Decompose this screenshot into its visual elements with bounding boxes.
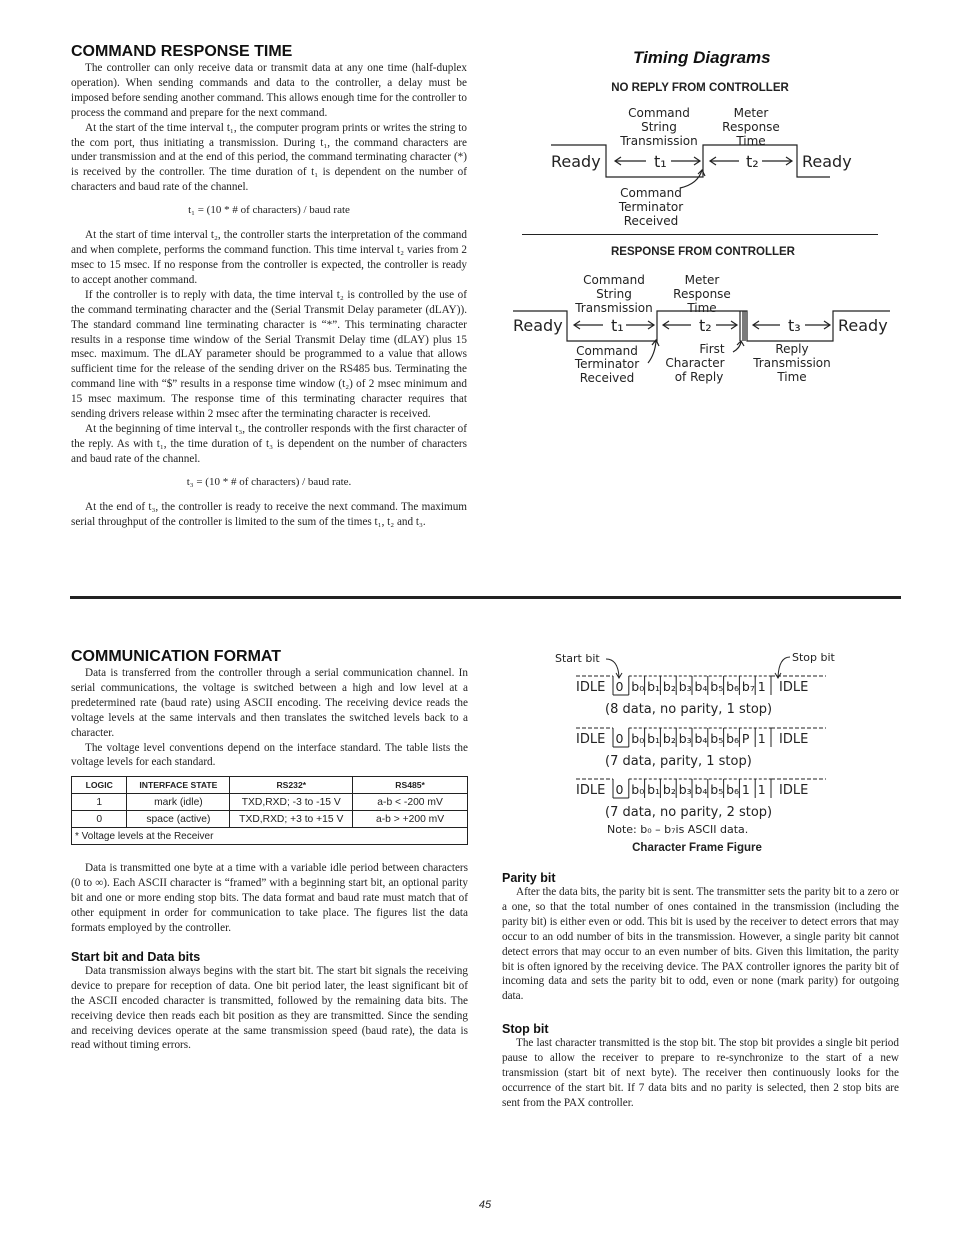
bit-cell: b₃ [678,782,692,797]
d2-t1-label: t₁ [611,316,624,335]
table-cell: 1 [72,794,127,811]
communication-format-section [71,648,468,1053]
stop-bit-paragraph: The last character transmitted is the stop bit. The stop bit provides a single bit period pause to allow the receiver to prepare to re-synchronize to the start of a new transmission (start bit of next byte). The receiver then continuously looks for the occurrence of the start bit. If 7 data bits and no parity is selected, then 2 stop bits are sent from the PAX controller. [502,1037,899,1109]
parity-bit-paragraph: After the data bits, the parity bit is sent. The transmitter sets the parity bit to a zero or a one, so that the total number of ones contained in the transmission (including the parity bit) is either even or odd. This bit is used by the receiver to detect errors that may occur to an odd number of bits in the transmission. However, a single parity bit cannot detect errors that may occur to an even number of bits. Given this limitation, the parity bit is often ignored by the receiving device. The PAX controller ignores the parity bit of incoming data and sets the parity bit to odd, even or none (mark parity) for outgoing data. [502,886,899,1003]
bit-cell: b₆ [726,731,740,746]
d2-cmd-l1: Command [583,273,645,287]
comm-paragraph-1: Data is transferred from the controller through a serial communication channel. In serial communications, the voltage is switched between a high and low level at a predetermined rate (baud rate) using ASCII encoding. The receiving device reads the voltage levels at the same intervals and then translates the switched levels back to a character. [71,667,468,739]
bit-cell: 0 [615,731,624,746]
d2-t2-label: t₂ [699,316,712,335]
d1-cmd-l1: Command [628,106,690,120]
start-bit-title: Start bit and Data bits [71,949,201,964]
no-reply-caption: NO REPLY FROM CONTROLLER [611,82,789,94]
table-header-row [72,777,468,794]
bit-cell: b₁ [647,679,661,694]
table-cell: mark (idle) [127,794,230,811]
d2-term-l1: Command [576,344,638,358]
bit-cell: 1 [757,679,766,694]
table-header: INTERFACE STATE [127,777,230,794]
idle-label: IDLE [779,680,809,695]
bit-cell: 1 [757,731,766,746]
table-header: LOGIC [72,777,127,794]
no-reply-timing-diagram [540,100,870,230]
table-note-row [72,828,468,845]
bit-cell: b₆ [726,679,740,694]
d2-reply-l2: Transmission [753,356,831,370]
d1-meter-l1: Meter [733,106,769,120]
cmd-paragraph-6: At the end of t₃, the controller is ready to receive the next command. The maximum serial throughput of the controller is limited to the sum of the times t₁, t₂ and t₃. [71,500,467,528]
bit-cell: b₂ [662,679,676,694]
page-number: 45 [478,1199,492,1211]
bit-cell: b₅ [710,731,724,746]
d2-term-l2: Terminator [574,357,640,371]
d1-meter-l2: Response [722,120,780,134]
bit-cell: b₅ [710,679,724,694]
idle-label: IDLE [576,732,606,747]
frame-note: Note: b₀ – b₇is ASCII data. [607,823,749,836]
bit-cell: b₄ [694,679,708,694]
frame-arrows [606,657,790,678]
table-cell: a-b > +200 mV [353,811,468,828]
bit-cell: 0 [615,679,624,694]
frame-row-caption: (7 data, no parity, 2 stop) [605,805,773,820]
parity-stop-section [502,871,899,1111]
cmd-paragraph-3: At the start of time interval t₂, the controller starts the interpretation of the command and when complete, performs the command function. This time interval t₂ varies from 2 msec to 15 msec. If no response from the controller is expected, the controller is ready to accept another command. [71,229,467,286]
stop-bit-title: Stop bit [502,1022,549,1037]
start-bit-paragraph: Data transmission always begins with the start bit. The start bit signals the receiving device to prepare for reception of data. One bit period later, the least significant bit of the ASCII encoded character is transmitted, followed by the remaining data bits. The receiving device then reads each bit position as they are transmitted. Since the sending and receiving devices operate at the same transmission speed (baud rate), the data is read without timing errors. [71,964,468,1052]
bit-cell: b₁ [647,782,661,797]
character-frame-caption: Character Frame Figure [632,842,762,854]
d2-meter-l1: Meter [684,273,720,287]
bit-cell: b₅ [710,782,724,797]
frame-row [576,728,826,769]
d2-first-l3: of Reply [674,370,724,384]
table-header: RS232* [230,777,353,794]
d2-first-l2: Character [665,356,725,370]
t3-equation: t₃ = (10 * # of characters) / baud rate. [186,475,352,488]
d2-cmd-l2: String [596,287,632,301]
d1-ready-left: Ready [551,152,601,171]
idle-label: IDLE [779,783,809,798]
response-caption: RESPONSE FROM CONTROLLER [610,246,795,258]
cmd-paragraph-2: At the start of the time interval t₁, the computer program prints or writes the string to the com port, thus initiating a transmission. During t₁, the command characters are under transmission and at the end of this period, the command terminating character (*) is received by the controller. The time duration of t₁ is dependent on the number of characters and baud rate of the channel. [71,121,467,194]
command-response-title: COMMAND RESPONSE TIME [71,43,293,60]
t1-equation: t₁ = (10 * # of characters) / baud rate [188,204,350,217]
section-divider [70,596,901,599]
d2-cmd-l3: Transmission [575,301,653,315]
table-row [72,794,468,811]
d1-term-l2: Terminator [618,200,684,214]
d1-cmd-l3: Transmission [620,134,698,148]
start-bit-label: Start bit [555,652,600,665]
stop-bit-label: Stop bit [792,651,835,664]
table-cell: TXD,RXD; -3 to -15 V [230,794,353,811]
bit-cell: b₀ [631,782,645,797]
d2-meter-l3: Time [687,301,717,315]
idle-label: IDLE [576,680,606,695]
bit-cell: b₄ [694,731,708,746]
frame-row [576,779,826,820]
frame-row-caption: (8 data, no parity, 1 stop) [605,702,773,717]
idle-label: IDLE [779,732,809,747]
bit-cell: b₆ [726,782,740,797]
bit-cell: b₃ [678,731,692,746]
comm-paragraph-2: The voltage level conventions depend on the interface standard. The table lists the voltage levels for each standard. [71,741,468,769]
bit-cell: b₇ [741,679,755,694]
bit-cell: 0 [615,782,624,797]
bit-cell: b₄ [694,782,708,797]
cmd-paragraph-1: The controller can only receive data or transmit data at any one time (half-duplex operation). When sending commands and data to the controller, a delay must be imposed before sending another command. This allows enough time for the controller to process the command and prepare for the next command. [71,62,467,119]
d2-term-l3: Received [579,371,635,385]
communication-format-title: COMMUNICATION FORMAT [71,648,282,665]
table-cell: space (active) [127,811,230,828]
bit-cell: 1 [741,782,750,797]
table-header: RS485* [353,777,468,794]
d2-reply-l3: Time [777,370,807,384]
frame-rows [576,676,826,820]
bit-cell: b₂ [662,731,676,746]
d2-ready-left: Ready [513,316,563,335]
bit-cell: b₁ [647,731,661,746]
d2-meter-l2: Response [673,287,731,301]
frame-row [576,676,826,717]
d1-cmd-l2: String [641,120,677,134]
table-note: * Voltage levels at the Receiver [72,828,468,845]
table-row [72,811,468,828]
d1-meter-l3: Time [736,134,766,148]
bit-cell: b₀ [631,731,645,746]
d1-t1-label: t₁ [654,152,667,171]
bit-cell: P [741,731,750,746]
table-cell: 0 [72,811,127,828]
timing-diagrams-title: Timing Diagrams [633,48,771,67]
d2-reply-l1: Reply [775,342,809,356]
character-frame-figure [550,645,850,840]
parity-bit-title: Parity bit [502,871,556,885]
d2-t3-label: t₃ [788,316,801,335]
d1-term-l1: Command [620,186,682,200]
frame-row-caption: (7 data, parity, 1 stop) [605,754,752,769]
bit-cell: 1 [757,782,766,797]
idle-label: IDLE [576,783,606,798]
table-cell: a-b < -200 mV [353,794,468,811]
bit-cell: b₃ [678,679,692,694]
d1-t2-label: t₂ [746,152,759,171]
comm-paragraph-3: Data is transmitted one byte at a time with a variable idle period between characters (0 to ∞). Each ASCII character is “framed” with a beginning start bit, an optional parity bit and one or more ending stop bits. The data format and baud rate must match that of other equipment in order for communication to take place. The figures list the data formats employed by the controller. [71,862,468,934]
d1-ready-right: Ready [802,152,852,171]
bit-cell: b₂ [662,782,676,797]
table-cell: TXD,RXD; +3 to +15 V [230,811,353,828]
voltage-level-table [71,776,468,845]
timing-divider [522,234,878,235]
d1-term-l3: Received [623,214,679,228]
d2-ready-right: Ready [838,316,888,335]
response-timing-diagram [505,268,900,390]
command-response-section [71,43,467,529]
d2-first-l1: First [699,342,725,356]
cmd-paragraph-4: If the controller is to reply with data, the time interval t₂ is controlled by the use of the command terminating character and the (Serial Transmit Delay parameter (dLAY)). The standard command line terminating character is “*”. This terminating character results in a response time window of the Serial Transmit Delay time (dLAY) plus 15 msec. maximum. The dLAY parameter should be programmed to a value that allows sufficient time for the release of the sending driver on the RS485 bus. Terminating the command line with “$” results in a response time window (t₂) of 2 msec minimum and 15 msec maximum. The response time of this terminating character requires that sending drivers release within 2 msec after the terminating character is received. [71,288,467,421]
cmd-paragraph-5: At the beginning of time interval t₃, the controller responds with the first character of the reply. As with t₁, the time duration of t₃ is dependent on the number of characters and baud rate of the channel. [71,422,467,465]
bit-cell: b₀ [631,679,645,694]
